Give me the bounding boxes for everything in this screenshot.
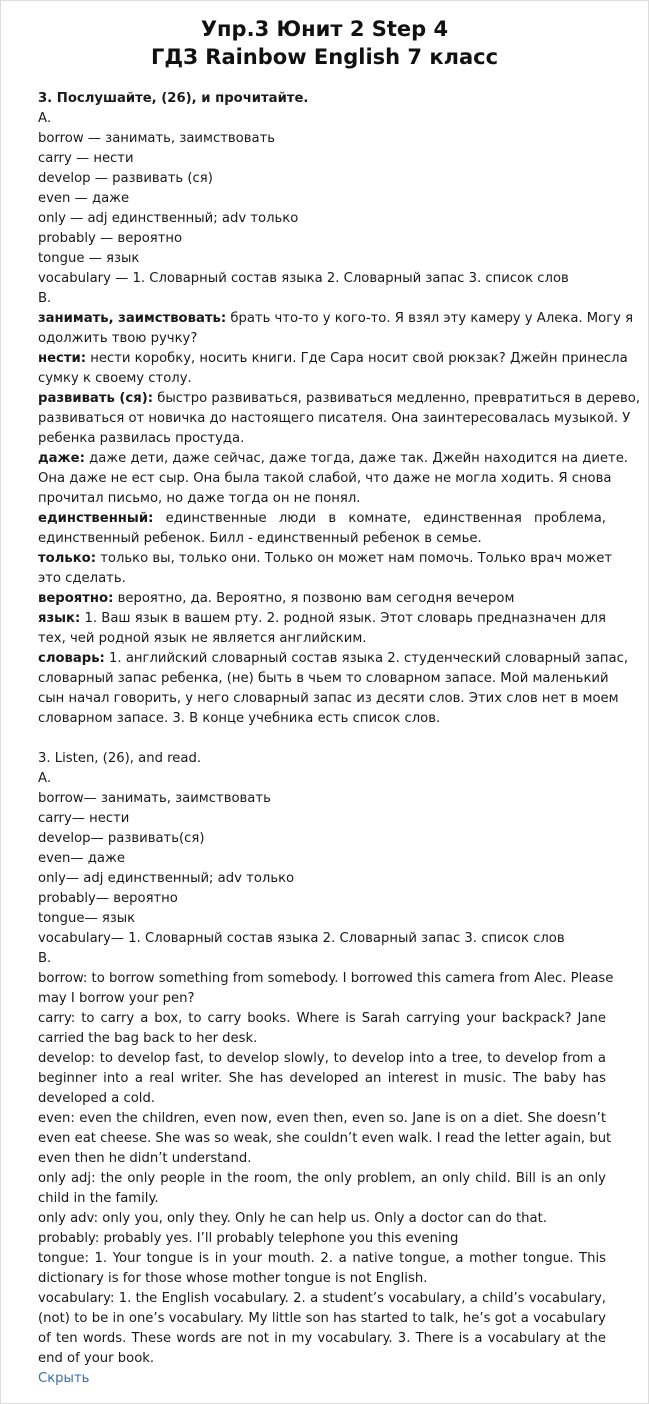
entry-term: развивать (ся): (38, 391, 154, 406)
entry-text: carried the bag back to her desk. (38, 1031, 258, 1046)
vocab-item: borrow — занимать, заимствовать (38, 131, 276, 146)
entry-text: тех, чей родной язык не является английским. (38, 631, 367, 646)
entry-line (38, 1009, 606, 1029)
vocab-item: only— adj единственный; adv только (38, 871, 295, 886)
entry-text: only adj: the only people in the room, the only problem, an only child. Bill is an only (38, 1171, 606, 1186)
vocab-item: tongue— язык (38, 911, 136, 926)
entry-line (38, 329, 606, 349)
entry-term: даже: (38, 451, 85, 466)
dictionary-entry (38, 309, 634, 349)
page-header (1, 1, 648, 71)
dictionary-entry (38, 549, 613, 589)
entry-text: единственные люди в комнате, единственная проблема, (165, 511, 606, 526)
vocab-item: vocabulary— 1. Словарный состав языка 2. Словарный запас 3. список слов (38, 931, 565, 946)
entry-text: only adv: only you, only they. Only he can help us. Only a doctor can do that. (38, 1211, 547, 1226)
vocab-item: develop— развивать(ся) (38, 831, 205, 846)
entry-text: сумку к своему столу. (38, 371, 192, 386)
entry-line (38, 1069, 606, 1089)
entry-text: child in the family. (38, 1191, 159, 1206)
dictionary-entry (38, 609, 606, 649)
entry-line (38, 1109, 606, 1129)
en-section-b-label: В. (38, 951, 52, 966)
entry-line (38, 1049, 606, 1069)
vocab-item: probably — вероятно (38, 231, 183, 246)
entry-text: borrow: to borrow something from somebody. I borrowed this camera from Alec. Please (38, 971, 614, 986)
vocab-item: vocabulary — 1. Словарный состав языка 2. Словарный запас 3. список слов (38, 271, 569, 286)
entry-line (38, 389, 641, 409)
entry-line (38, 589, 606, 609)
dictionary-entry (38, 969, 614, 1009)
entry-text: develop: to develop fast, to develop slowly, to develop into a tree, to develop from a (38, 1051, 606, 1066)
entry-text: сын начал говорить, у него словарный запас из десяти слов. Этих слов нет в моем (38, 691, 619, 706)
entry-line (38, 309, 634, 329)
entry-text: Она даже не ест сыр. Она была такой слабой, что даже не могла ходить. Я снова (38, 471, 612, 486)
entry-line (38, 1089, 606, 1109)
ru-task-heading: 3. Послушайте, (26), и прочитайте. (38, 91, 309, 106)
entry-line (38, 569, 606, 589)
dictionary-entry (38, 1109, 612, 1169)
entry-line (38, 1289, 606, 1309)
entry-term: язык: (38, 611, 81, 626)
dictionary-entry (38, 1209, 606, 1229)
dictionary-entry (38, 649, 629, 729)
entry-line (38, 1209, 606, 1229)
ru-section-a-label: А. (38, 111, 52, 126)
dictionary-entry (38, 509, 606, 549)
entry-text: словарный запас ребенка, (не) быть в чьем то словарном запасе. Мой маленький (38, 671, 609, 686)
en-section-a-label: А. (38, 771, 52, 786)
entry-text: vocabulary: 1. the English vocabulary. 2. a student’s vocabulary, a child’s vocabulary, (38, 1291, 606, 1306)
entry-text: словарном запасе. 3. В конце учебника есть список слов. (38, 711, 441, 726)
entry-text: tongue: 1. Your tongue is in your mouth. 2. a native tongue, a mother tongue. This (38, 1251, 606, 1266)
entry-text: 1. английский словарный состав языка 2. студенческий словарный запас, (109, 651, 629, 666)
dictionary-entry (38, 589, 606, 609)
entry-text: развиваться от новичка до настоящего писателя. Она заинтересовалась музыкой. У (38, 411, 631, 426)
entry-text: одолжить твою ручку? (38, 331, 198, 346)
entry-line (38, 1329, 606, 1349)
en-task-heading: 3. Listen, (26), and read. (38, 751, 202, 766)
entry-text: may I borrow your pen? (38, 991, 195, 1006)
dictionary-entry (38, 1289, 606, 1369)
entry-text: dictionary is for those whose mother tongue is not English. (38, 1271, 428, 1286)
dictionary-entry (38, 1249, 606, 1289)
entry-text: (not) to be in one’s vocabulary. My little son has started to talk, he’s got a vocabulary (38, 1311, 606, 1326)
entry-text: ребенка развилась простуда. (38, 431, 245, 446)
entry-line (38, 549, 613, 569)
entry-text: прочитал письмо, но даже тогда он не понял. (38, 491, 361, 506)
entry-line (38, 1189, 606, 1209)
entry-text: probably: probably yes. I’ll probably telephone you this evening (38, 1231, 459, 1246)
vocab-item: tongue — язык (38, 251, 140, 266)
vocab-item: carry — нести (38, 151, 134, 166)
entry-text: even then he didn’t understand. (38, 1151, 252, 1166)
entry-line (38, 409, 631, 429)
section-spacer (38, 729, 606, 749)
ru-vocab-list (38, 129, 606, 289)
vocab-item: even— даже (38, 851, 125, 866)
entry-line (38, 489, 606, 509)
entry-line (38, 469, 612, 489)
vocab-item: probably— вероятно (38, 891, 178, 906)
entry-text: beginner into a real writer. She has developed an interest in music. The baby has (38, 1071, 606, 1086)
entry-line (38, 1349, 606, 1369)
entry-text: только вы, только они. Только он может нам помочь. Только врач может (100, 551, 613, 566)
vocab-item: carry— нести (38, 811, 130, 826)
entry-line (38, 509, 606, 529)
entry-line (38, 1129, 612, 1149)
page-title: Упр.3 Юнит 2 Step 4 (200, 17, 449, 41)
entry-line (38, 1169, 606, 1189)
en-vocab-list (38, 789, 606, 949)
entry-text: даже дети, даже сейчас, даже тогда, даже так. Джейн находится на диете. (89, 451, 629, 466)
entry-text: единственный ребенок. Билл - единственный ребенок в семье. (38, 531, 482, 546)
entry-text: 1. Ваш язык в вашем рту. 2. родной язык. Этот словарь предназначен для (84, 611, 606, 626)
entry-line (38, 1269, 606, 1289)
entry-line (38, 969, 614, 989)
vocab-item: borrow— занимать, заимствовать (38, 791, 271, 806)
entry-text: carry: to carry a box, to carry books. Where is Sarah carrying your backpack? Jane (38, 1011, 606, 1026)
hide-answer-link[interactable]: Скрыть (38, 1371, 90, 1386)
entry-line (38, 1229, 606, 1249)
dictionary-entry (38, 1049, 606, 1109)
ru-section-b-label: В. (38, 291, 52, 306)
entry-term: нести: (38, 351, 87, 366)
entry-term: занимать, заимствовать: (38, 311, 227, 326)
vocab-item: develop — развивать (ся) (38, 171, 213, 186)
en-entries-list (38, 969, 614, 1369)
ru-entries-list (38, 309, 641, 729)
dictionary-entry (38, 1229, 606, 1249)
vocab-item: only — adj единственный; adv только (38, 211, 299, 226)
entry-line (38, 1249, 606, 1269)
entry-line (38, 529, 606, 549)
entry-term: вероятно: (38, 591, 114, 606)
page-subtitle: ГДЗ Rainbow English 7 класс (150, 45, 499, 69)
entry-term: только: (38, 551, 96, 566)
entry-line (38, 989, 606, 1009)
entry-line (38, 649, 629, 669)
entry-text: end of your book. (38, 1351, 155, 1366)
entry-term: единственный: (38, 511, 154, 526)
entry-line (38, 1149, 606, 1169)
entry-line (38, 449, 629, 469)
dictionary-entry (38, 349, 628, 389)
entry-line (38, 349, 628, 369)
entry-line (38, 629, 606, 649)
dictionary-entry (38, 1009, 606, 1049)
entry-text: нести коробку, носить книги. Где Сара носит свой рюкзак? Джейн принесла (90, 351, 628, 366)
entry-text: быстро развиваться, развиваться медленно, превратиться в дерево, (157, 391, 641, 406)
entry-text: even eat cheese. She was so weak, she couldn’t even walk. I read the letter again, but (38, 1131, 612, 1146)
entry-line (38, 369, 606, 389)
entry-line (38, 1029, 606, 1049)
dictionary-entry (38, 1169, 606, 1209)
dictionary-entry (38, 449, 629, 509)
entry-text: even: even the children, even now, even then, even so. Jane is on a diet. She doesn’t (38, 1111, 606, 1126)
dictionary-entry (38, 389, 641, 449)
entry-line (38, 1309, 606, 1329)
entry-line (38, 689, 619, 709)
entry-term: словарь: (38, 651, 105, 666)
entry-line (38, 609, 606, 629)
entry-text: вероятно, да. Вероятно, я позвоню вам сегодня вечером (117, 591, 515, 606)
entry-line (38, 669, 609, 689)
vocab-item: even — даже (38, 191, 130, 206)
answer-content (38, 89, 641, 1389)
entry-line (38, 429, 606, 449)
entry-text: это сделать. (38, 571, 126, 586)
entry-text: developed a cold. (38, 1091, 156, 1106)
entry-line (38, 709, 606, 729)
entry-text: брать что-то у кого-то. Я взял эту камеру у Алека. Могу я (230, 311, 634, 326)
entry-text: of ten words. These words are not in my vocabulary. 3. There is a vocabulary at the (38, 1331, 606, 1346)
